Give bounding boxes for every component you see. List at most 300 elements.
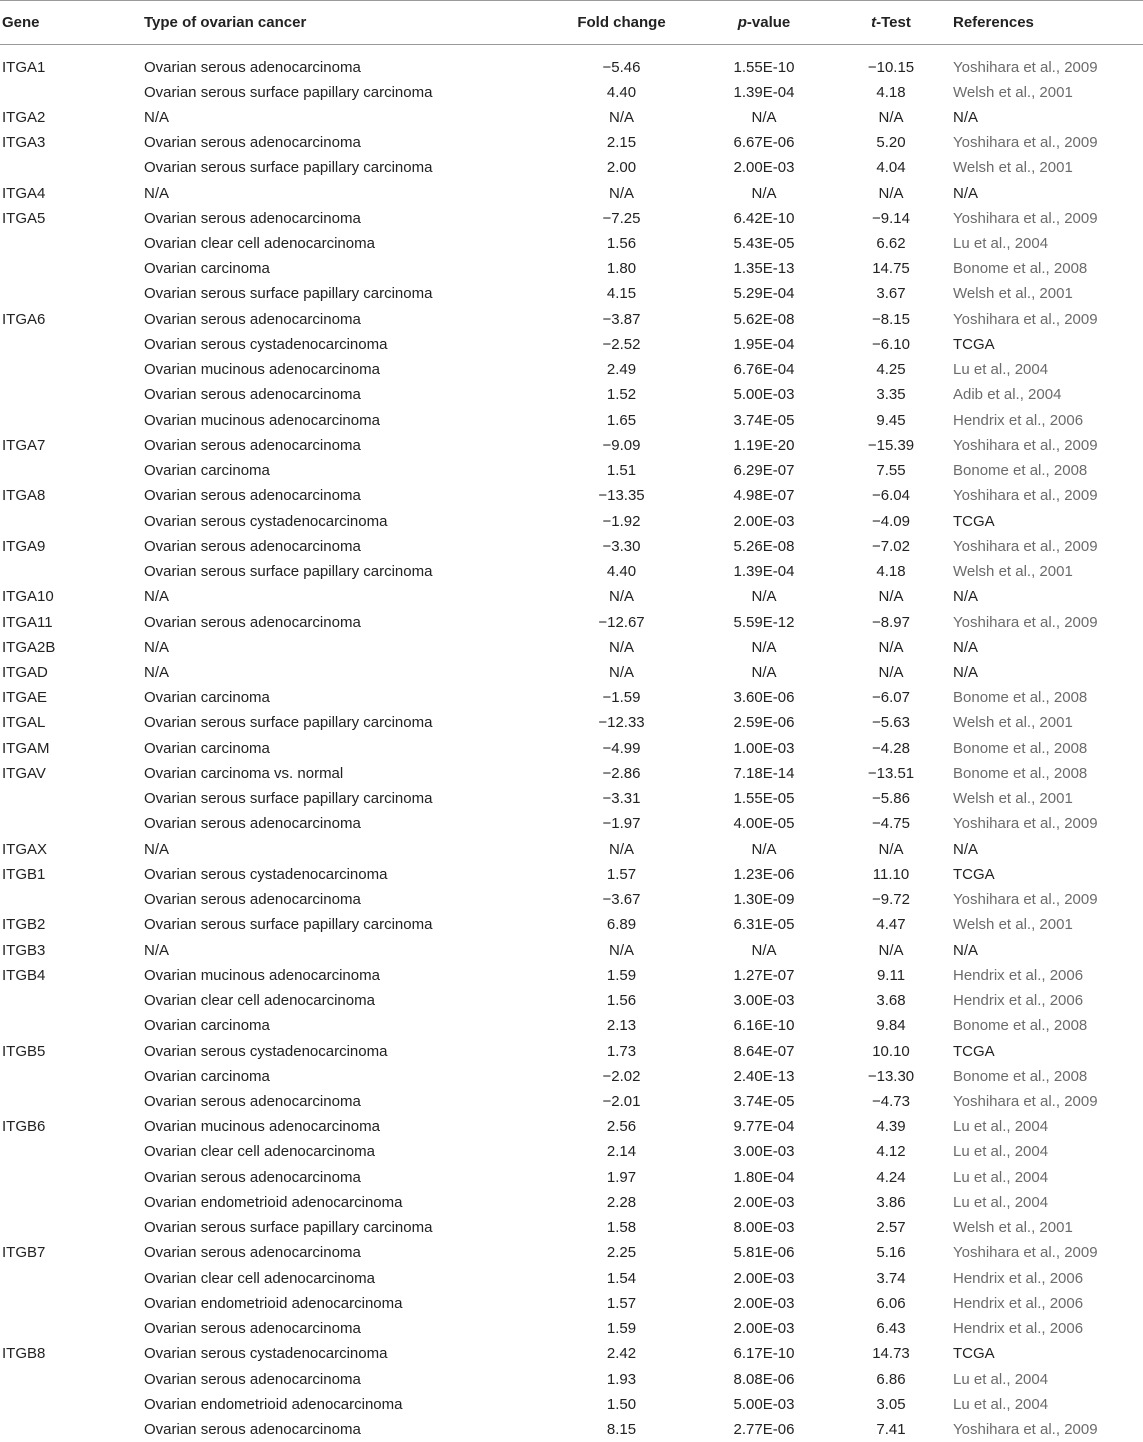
p-value-cell: 2.00E-03 <box>699 508 829 533</box>
gene-cell <box>0 231 144 256</box>
fold-change-cell: 4.40 <box>544 80 699 105</box>
header-fold-change: Fold change <box>544 1 699 45</box>
table-row <box>0 231 1143 256</box>
header-gene: Gene <box>0 1 144 45</box>
table-row <box>0 408 1143 433</box>
fold-change-cell: 1.73 <box>544 1038 699 1063</box>
reference-cell[interactable]: Hendrix et al., 2006 <box>953 1291 1143 1316</box>
gene-cell: ITGAX <box>0 837 144 862</box>
reference-cell[interactable]: Bonome et al., 2008 <box>953 685 1143 710</box>
table-row <box>0 256 1143 281</box>
reference-cell[interactable]: Lu et al., 2004 <box>953 1392 1143 1417</box>
p-value-cell: 2.00E-03 <box>699 1291 829 1316</box>
fold-change-cell: −3.67 <box>544 887 699 912</box>
p-value-cell: 2.00E-03 <box>699 155 829 180</box>
cancer-type-cell: Ovarian serous surface papillary carcinoma <box>144 912 544 937</box>
t-test-cell: 7.55 <box>829 458 953 483</box>
gene-cell <box>0 1316 144 1341</box>
cancer-type-cell: Ovarian serous cystadenocarcinoma <box>144 332 544 357</box>
t-test-cell: N/A <box>829 105 953 130</box>
p-value-cell: 1.35E-13 <box>699 256 829 281</box>
cancer-type-cell: Ovarian mucinous adenocarcinoma <box>144 963 544 988</box>
fold-change-cell: −2.01 <box>544 1089 699 1114</box>
table-row <box>0 180 1143 205</box>
reference-cell: N/A <box>953 584 1143 609</box>
t-test-cell: 3.35 <box>829 382 953 407</box>
cancer-type-cell: Ovarian serous cystadenocarcinoma <box>144 862 544 887</box>
fold-change-cell: −2.52 <box>544 332 699 357</box>
cancer-type-cell: N/A <box>144 180 544 205</box>
table-row <box>0 155 1143 180</box>
gene-cell: ITGA6 <box>0 307 144 332</box>
table-row <box>0 80 1143 105</box>
reference-cell[interactable]: Yoshihara et al., 2009 <box>953 433 1143 458</box>
p-value-cell: 6.16E-10 <box>699 1013 829 1038</box>
t-test-cell: −13.30 <box>829 1064 953 1089</box>
cancer-type-cell: Ovarian serous adenocarcinoma <box>144 1165 544 1190</box>
p-value-cell: 5.81E-06 <box>699 1240 829 1265</box>
reference-cell[interactable]: Yoshihara et al., 2009 <box>953 811 1143 836</box>
gene-cell <box>0 80 144 105</box>
gene-cell <box>0 1366 144 1391</box>
p-value-cell: N/A <box>699 837 829 862</box>
t-test-cell: −4.75 <box>829 811 953 836</box>
table-row <box>0 710 1143 735</box>
cancer-type-cell: Ovarian serous surface papillary carcinoma <box>144 155 544 180</box>
p-value-cell: 1.39E-04 <box>699 80 829 105</box>
reference-cell[interactable]: Welsh et al., 2001 <box>953 80 1143 105</box>
gene-cell <box>0 332 144 357</box>
gene-cell <box>0 1190 144 1215</box>
reference-cell[interactable]: Yoshihara et al., 2009 <box>953 45 1143 80</box>
table-row <box>0 912 1143 937</box>
p-value-cell: 1.55E-10 <box>699 45 829 80</box>
gene-cell: ITGA10 <box>0 584 144 609</box>
fold-change-cell: 1.80 <box>544 256 699 281</box>
reference-cell[interactable]: Welsh et al., 2001 <box>953 1215 1143 1240</box>
t-test-cell: 3.68 <box>829 988 953 1013</box>
gene-cell <box>0 1417 144 1442</box>
gene-cell: ITGA2B <box>0 635 144 660</box>
cancer-type-cell: Ovarian serous adenocarcinoma <box>144 45 544 80</box>
cancer-type-cell: Ovarian carcinoma <box>144 1064 544 1089</box>
p-value-cell: 1.30E-09 <box>699 887 829 912</box>
t-test-cell: N/A <box>829 635 953 660</box>
reference-cell: N/A <box>953 660 1143 685</box>
reference-cell[interactable]: Lu et al., 2004 <box>953 1190 1143 1215</box>
reference-cell[interactable]: Yoshihara et al., 2009 <box>953 206 1143 231</box>
reference-cell[interactable]: Hendrix et al., 2006 <box>953 963 1143 988</box>
table-row <box>0 458 1143 483</box>
t-test-cell: 4.39 <box>829 1114 953 1139</box>
gene-cell: ITGB2 <box>0 912 144 937</box>
fold-change-cell: 6.89 <box>544 912 699 937</box>
p-value-cell: N/A <box>699 635 829 660</box>
t-test-cell: −9.72 <box>829 887 953 912</box>
p-value-cell: 6.31E-05 <box>699 912 829 937</box>
reference-cell[interactable]: Welsh et al., 2001 <box>953 155 1143 180</box>
cancer-type-cell: Ovarian endometrioid adenocarcinoma <box>144 1190 544 1215</box>
fold-change-cell: 1.50 <box>544 1392 699 1417</box>
table-row <box>0 534 1143 559</box>
cancer-type-cell: Ovarian serous surface papillary carcinoma <box>144 559 544 584</box>
table-row <box>0 281 1143 306</box>
table-row <box>0 862 1143 887</box>
fold-change-cell: −13.35 <box>544 483 699 508</box>
reference-cell[interactable]: Bonome et al., 2008 <box>953 256 1143 281</box>
reference-cell[interactable]: Lu et al., 2004 <box>953 357 1143 382</box>
t-test-cell: 10.10 <box>829 1038 953 1063</box>
reference-cell[interactable]: Welsh et al., 2001 <box>953 710 1143 735</box>
p-value-cell: N/A <box>699 584 829 609</box>
t-test-cell: −15.39 <box>829 433 953 458</box>
gene-cell: ITGB8 <box>0 1341 144 1366</box>
cancer-type-cell: Ovarian serous adenocarcinoma <box>144 1316 544 1341</box>
t-test-cell: N/A <box>829 180 953 205</box>
fold-change-cell: 4.15 <box>544 281 699 306</box>
gene-cell <box>0 988 144 1013</box>
reference-cell[interactable]: Yoshihara et al., 2009 <box>953 130 1143 155</box>
t-test-cell: N/A <box>829 660 953 685</box>
reference-cell[interactable]: Yoshihara et al., 2009 <box>953 1417 1143 1442</box>
p-value-cell: 2.40E-13 <box>699 1064 829 1089</box>
cancer-type-cell: Ovarian serous surface papillary carcinoma <box>144 80 544 105</box>
p-value-cell: 1.00E-03 <box>699 736 829 761</box>
reference-cell[interactable]: Hendrix et al., 2006 <box>953 1266 1143 1291</box>
reference-cell: TCGA <box>953 1341 1143 1366</box>
gene-cell <box>0 811 144 836</box>
fold-change-cell: −4.99 <box>544 736 699 761</box>
t-test-cell: −5.63 <box>829 710 953 735</box>
t-test-cell: −10.15 <box>829 45 953 80</box>
table-row <box>0 1139 1143 1164</box>
fold-change-cell: −2.86 <box>544 761 699 786</box>
fold-change-cell: 2.28 <box>544 1190 699 1215</box>
p-value-cell: 9.77E-04 <box>699 1114 829 1139</box>
table-row <box>0 811 1143 836</box>
fold-change-cell: −12.67 <box>544 609 699 634</box>
fold-change-cell: 1.52 <box>544 382 699 407</box>
p-value-cell: 8.08E-06 <box>699 1366 829 1391</box>
table-row <box>0 1089 1143 1114</box>
gene-cell <box>0 1064 144 1089</box>
gene-cell: ITGAV <box>0 761 144 786</box>
gene-cell: ITGAD <box>0 660 144 685</box>
p-value-cell: 2.59E-06 <box>699 710 829 735</box>
table-row <box>0 1013 1143 1038</box>
cancer-type-cell: Ovarian carcinoma <box>144 1013 544 1038</box>
reference-cell[interactable]: Yoshihara et al., 2009 <box>953 534 1143 559</box>
table-row <box>0 357 1143 382</box>
gene-cell <box>0 408 144 433</box>
cancer-type-cell: Ovarian carcinoma <box>144 685 544 710</box>
p-value-cell: 2.00E-03 <box>699 1266 829 1291</box>
table-row <box>0 786 1143 811</box>
gene-cell: ITGA2 <box>0 105 144 130</box>
p-value-cell: 5.00E-03 <box>699 382 829 407</box>
p-value-cell: N/A <box>699 105 829 130</box>
fold-change-cell: 1.97 <box>544 1165 699 1190</box>
header-type-of-ovarian-cancer: Type of ovarian cancer <box>144 1 544 45</box>
t-test-cell: 6.43 <box>829 1316 953 1341</box>
t-test-cell: 5.20 <box>829 130 953 155</box>
table-row <box>0 609 1143 634</box>
fold-change-cell: 1.57 <box>544 1291 699 1316</box>
cancer-type-cell: Ovarian serous adenocarcinoma <box>144 1240 544 1265</box>
t-test-cell: 3.67 <box>829 281 953 306</box>
fold-change-cell: N/A <box>544 105 699 130</box>
t-test-cell: −9.14 <box>829 206 953 231</box>
table-row <box>0 559 1143 584</box>
fold-change-cell: 1.58 <box>544 1215 699 1240</box>
gene-cell: ITGAE <box>0 685 144 710</box>
gene-cell: ITGB1 <box>0 862 144 887</box>
fold-change-cell: −2.02 <box>544 1064 699 1089</box>
reference-cell[interactable]: Lu et al., 2004 <box>953 231 1143 256</box>
fold-change-cell: 2.14 <box>544 1139 699 1164</box>
reference-cell[interactable]: Bonome et al., 2008 <box>953 1013 1143 1038</box>
fold-change-cell: N/A <box>544 180 699 205</box>
table-row <box>0 685 1143 710</box>
gene-cell: ITGA8 <box>0 483 144 508</box>
reference-cell[interactable]: Welsh et al., 2001 <box>953 786 1143 811</box>
t-test-cell: −8.15 <box>829 307 953 332</box>
reference-cell[interactable]: Lu et al., 2004 <box>953 1165 1143 1190</box>
t-test-cell: 9.45 <box>829 408 953 433</box>
reference-cell[interactable]: Adib et al., 2004 <box>953 382 1143 407</box>
gene-cell: ITGA1 <box>0 45 144 80</box>
p-value-cell: 3.60E-06 <box>699 685 829 710</box>
cancer-type-cell: Ovarian clear cell adenocarcinoma <box>144 231 544 256</box>
p-value-cell: 8.00E-03 <box>699 1215 829 1240</box>
fold-change-cell: 1.51 <box>544 458 699 483</box>
reference-cell[interactable]: Bonome et al., 2008 <box>953 736 1143 761</box>
p-value-cell: 6.29E-07 <box>699 458 829 483</box>
reference-cell[interactable]: Bonome et al., 2008 <box>953 458 1143 483</box>
fold-change-cell: 1.65 <box>544 408 699 433</box>
t-test-cell: 11.10 <box>829 862 953 887</box>
cancer-type-cell: Ovarian endometrioid adenocarcinoma <box>144 1392 544 1417</box>
t-test-cell: 4.47 <box>829 912 953 937</box>
reference-cell[interactable]: Lu et al., 2004 <box>953 1366 1143 1391</box>
gene-cell <box>0 1139 144 1164</box>
reference-cell[interactable]: Hendrix et al., 2006 <box>953 1316 1143 1341</box>
gene-cell: ITGA5 <box>0 206 144 231</box>
cancer-type-cell: Ovarian serous adenocarcinoma <box>144 483 544 508</box>
reference-cell[interactable]: Bonome et al., 2008 <box>953 761 1143 786</box>
p-value-cell: 1.55E-05 <box>699 786 829 811</box>
cancer-type-cell: Ovarian serous adenocarcinoma <box>144 609 544 634</box>
reference-cell[interactable]: Yoshihara et al., 2009 <box>953 307 1143 332</box>
gene-cell <box>0 1266 144 1291</box>
reference-cell[interactable]: Bonome et al., 2008 <box>953 1064 1143 1089</box>
fold-change-cell: 2.13 <box>544 1013 699 1038</box>
fold-change-cell: −1.97 <box>544 811 699 836</box>
t-test-cell: 3.05 <box>829 1392 953 1417</box>
t-test-cell: 4.04 <box>829 155 953 180</box>
p-value-cell: 5.59E-12 <box>699 609 829 634</box>
t-test-cell: 4.18 <box>829 559 953 584</box>
reference-cell[interactable]: Yoshihara et al., 2009 <box>953 483 1143 508</box>
t-test-cell: 3.74 <box>829 1266 953 1291</box>
cancer-type-cell: Ovarian carcinoma <box>144 256 544 281</box>
cancer-type-cell: Ovarian serous surface papillary carcinoma <box>144 1215 544 1240</box>
cancer-type-cell: Ovarian carcinoma vs. normal <box>144 761 544 786</box>
t-test-cell: −8.97 <box>829 609 953 634</box>
t-test-cell: −4.28 <box>829 736 953 761</box>
reference-cell: TCGA <box>953 1038 1143 1063</box>
t-test-cell: −4.09 <box>829 508 953 533</box>
gene-cell: ITGB7 <box>0 1240 144 1265</box>
cancer-type-cell: Ovarian carcinoma <box>144 458 544 483</box>
t-test-cell: −7.02 <box>829 534 953 559</box>
gene-cell <box>0 786 144 811</box>
table-row <box>0 307 1143 332</box>
table-row <box>0 1215 1143 1240</box>
gene-cell: ITGB4 <box>0 963 144 988</box>
header-p-value: p-value <box>699 1 829 45</box>
cancer-type-cell: Ovarian serous cystadenocarcinoma <box>144 508 544 533</box>
table-row <box>0 130 1143 155</box>
cancer-type-cell: Ovarian mucinous adenocarcinoma <box>144 408 544 433</box>
gene-cell: ITGA7 <box>0 433 144 458</box>
reference-cell[interactable]: Yoshihara et al., 2009 <box>953 1240 1143 1265</box>
cancer-type-cell: Ovarian serous adenocarcinoma <box>144 206 544 231</box>
t-test-cell: 14.75 <box>829 256 953 281</box>
table-row <box>0 433 1143 458</box>
fold-change-cell: −3.87 <box>544 307 699 332</box>
reference-cell[interactable]: Welsh et al., 2001 <box>953 281 1143 306</box>
table-row <box>0 1190 1143 1215</box>
table-row <box>0 1291 1143 1316</box>
fold-change-cell: N/A <box>544 584 699 609</box>
table-row <box>0 1266 1143 1291</box>
reference-cell: TCGA <box>953 332 1143 357</box>
gene-cell <box>0 382 144 407</box>
reference-cell[interactable]: Yoshihara et al., 2009 <box>953 609 1143 634</box>
reference-cell[interactable]: Welsh et al., 2001 <box>953 912 1143 937</box>
table-row <box>0 937 1143 962</box>
p-value-cell: 4.98E-07 <box>699 483 829 508</box>
reference-cell[interactable]: Yoshihara et al., 2009 <box>953 887 1143 912</box>
p-value-cell: 5.29E-04 <box>699 281 829 306</box>
table-row <box>0 1064 1143 1089</box>
t-test-cell: 6.06 <box>829 1291 953 1316</box>
fold-change-cell: −12.33 <box>544 710 699 735</box>
cancer-type-cell: Ovarian mucinous adenocarcinoma <box>144 357 544 382</box>
gene-cell <box>0 887 144 912</box>
fold-change-cell: 2.00 <box>544 155 699 180</box>
gene-cell <box>0 458 144 483</box>
fold-change-cell: 1.59 <box>544 963 699 988</box>
p-value-cell: 3.74E-05 <box>699 1089 829 1114</box>
p-value-cell: 5.00E-03 <box>699 1392 829 1417</box>
reference-cell[interactable]: Lu et al., 2004 <box>953 1139 1143 1164</box>
p-value-cell: 2.77E-06 <box>699 1417 829 1442</box>
table-row <box>0 660 1143 685</box>
fold-change-cell: 1.54 <box>544 1266 699 1291</box>
reference-cell[interactable]: Yoshihara et al., 2009 <box>953 1089 1143 1114</box>
p-value-cell: 6.17E-10 <box>699 1341 829 1366</box>
gene-cell: ITGA11 <box>0 609 144 634</box>
p-value-cell: 6.42E-10 <box>699 206 829 231</box>
p-value-cell: 6.76E-04 <box>699 357 829 382</box>
reference-cell[interactable]: Welsh et al., 2001 <box>953 559 1143 584</box>
table-body <box>0 45 1143 1442</box>
p-value-cell: 5.26E-08 <box>699 534 829 559</box>
cancer-type-cell: Ovarian serous surface papillary carcinoma <box>144 710 544 735</box>
reference-cell[interactable]: Hendrix et al., 2006 <box>953 988 1143 1013</box>
table-row <box>0 483 1143 508</box>
fold-change-cell: 4.40 <box>544 559 699 584</box>
p-value-cell: 1.19E-20 <box>699 433 829 458</box>
reference-cell: N/A <box>953 180 1143 205</box>
fold-change-cell: −5.46 <box>544 45 699 80</box>
table-row <box>0 584 1143 609</box>
table-row <box>0 1038 1143 1063</box>
p-value-cell: 3.74E-05 <box>699 408 829 433</box>
fold-change-cell: 2.56 <box>544 1114 699 1139</box>
t-test-cell: 3.86 <box>829 1190 953 1215</box>
fold-change-cell: −3.30 <box>544 534 699 559</box>
gene-cell: ITGB3 <box>0 937 144 962</box>
fold-change-cell: 1.57 <box>544 862 699 887</box>
table-row <box>0 382 1143 407</box>
cancer-type-cell: Ovarian serous adenocarcinoma <box>144 1089 544 1114</box>
table-row <box>0 1366 1143 1391</box>
t-test-cell: 14.73 <box>829 1341 953 1366</box>
table-row <box>0 1392 1143 1417</box>
reference-cell[interactable]: Lu et al., 2004 <box>953 1114 1143 1139</box>
t-test-cell: −4.73 <box>829 1089 953 1114</box>
gene-cell <box>0 256 144 281</box>
p-value-cell: 5.62E-08 <box>699 307 829 332</box>
p-value-cell: 7.18E-14 <box>699 761 829 786</box>
fold-change-cell: −7.25 <box>544 206 699 231</box>
cancer-type-cell: Ovarian clear cell adenocarcinoma <box>144 988 544 1013</box>
cancer-type-cell: N/A <box>144 937 544 962</box>
table-row <box>0 1341 1143 1366</box>
cancer-type-cell: Ovarian endometrioid adenocarcinoma <box>144 1291 544 1316</box>
cancer-type-cell: Ovarian clear cell adenocarcinoma <box>144 1266 544 1291</box>
gene-cell <box>0 281 144 306</box>
header-t-test: t-Test <box>829 1 953 45</box>
reference-cell[interactable]: Hendrix et al., 2006 <box>953 408 1143 433</box>
p-value-cell: 1.27E-07 <box>699 963 829 988</box>
t-test-cell: 6.86 <box>829 1366 953 1391</box>
table-row <box>0 332 1143 357</box>
p-value-cell: N/A <box>699 937 829 962</box>
fold-change-cell: −9.09 <box>544 433 699 458</box>
fold-change-cell: 1.56 <box>544 988 699 1013</box>
fold-change-cell: N/A <box>544 660 699 685</box>
p-value-cell: 2.00E-03 <box>699 1190 829 1215</box>
reference-cell: N/A <box>953 837 1143 862</box>
cancer-type-cell: Ovarian serous surface papillary carcinoma <box>144 786 544 811</box>
p-value-cell: 1.80E-04 <box>699 1165 829 1190</box>
cancer-type-cell: Ovarian serous adenocarcinoma <box>144 307 544 332</box>
table-row <box>0 1114 1143 1139</box>
p-value-cell: 5.43E-05 <box>699 231 829 256</box>
cancer-type-cell: N/A <box>144 584 544 609</box>
t-test-cell: 5.16 <box>829 1240 953 1265</box>
t-test-cell: 9.84 <box>829 1013 953 1038</box>
table-row <box>0 635 1143 660</box>
t-test-cell: N/A <box>829 837 953 862</box>
p-value-cell: 6.67E-06 <box>699 130 829 155</box>
t-test-cell: 4.18 <box>829 80 953 105</box>
cancer-type-cell: Ovarian serous adenocarcinoma <box>144 1417 544 1442</box>
